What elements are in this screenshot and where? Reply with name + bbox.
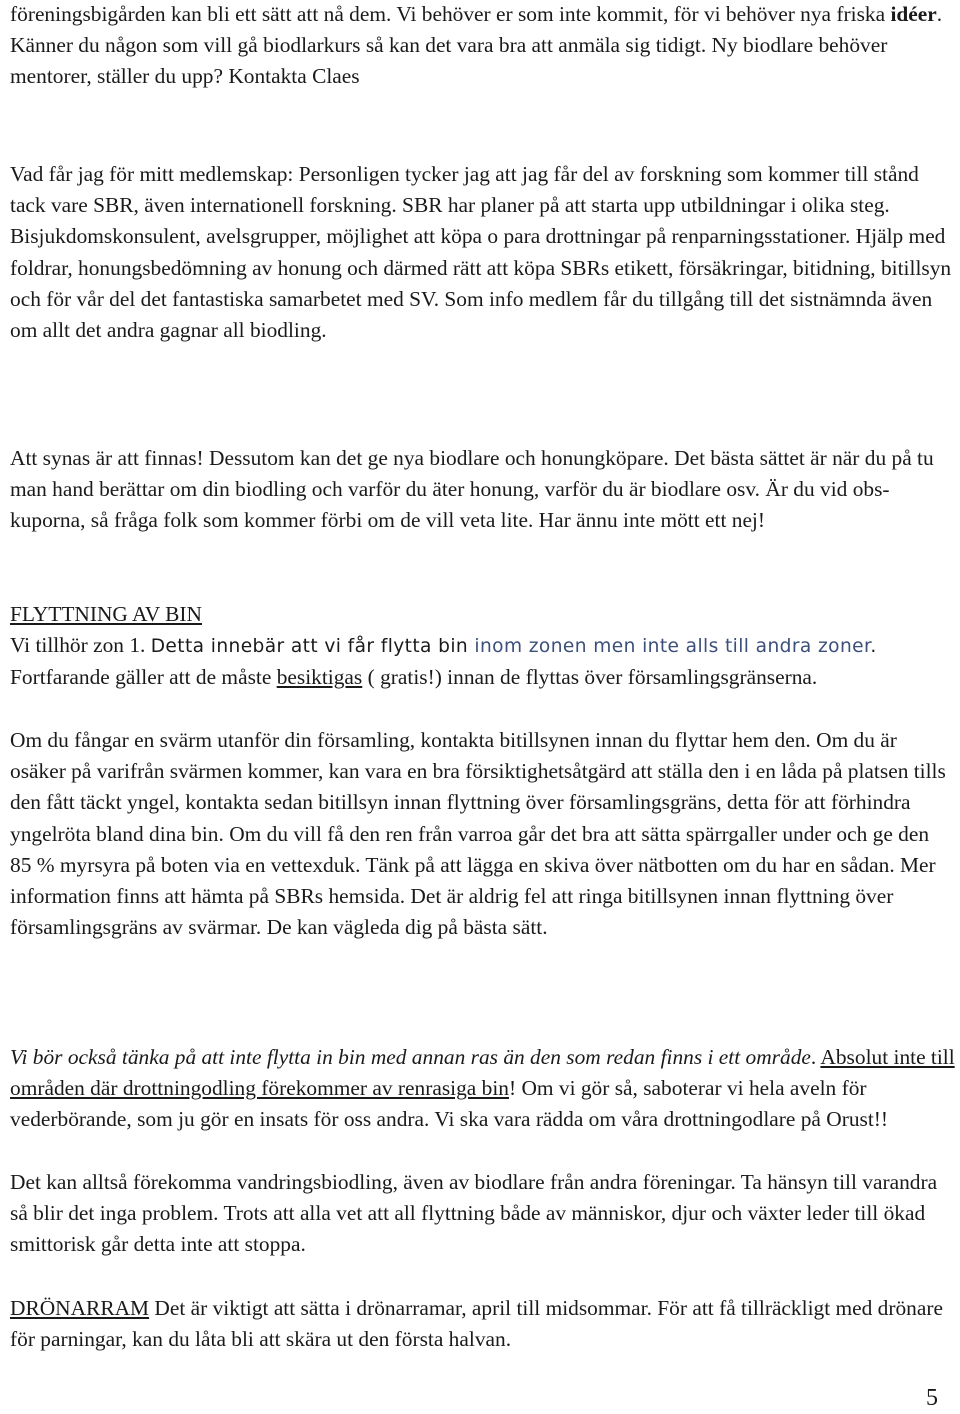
moving-section (10, 599, 955, 694)
intro-paragraph (10, 0, 955, 93)
intro-text-1: föreningsbigården kan bli ett sätt att nå dem. Vi behöver er som inte kommit, för vi behöver nya friska (10, 2, 891, 26)
drone-heading: DRÖNARRAM (10, 1296, 150, 1320)
breeds-rest: ! Om vi gör så, saboterar vi hela aveln för vederbörande, som ju gör en insats för oss andra. Vi ska vara rädda om våra drottningodlare på Orust!! (10, 1076, 889, 1132)
zone-text: Vi tillhör zon 1. (10, 633, 151, 658)
swarm-paragraph: Om du fångar en svärm utanför din församling, kontakta bitillsynen innan du flyttar hem den. Om du är osäker på varifrån svärmen kommer, kan vara en bra försiktighetsåtgärd att ställa den i en låda på platsen tills den fått täckt yngel, kontakta sedan bitillsyn innan flyttning över församlingsgräns, detta för att förhindra yngelröta bland dina bin. Om du vill få den ren från varroa går det bra att sätta spärrgaller under och ge den 85 % myrsyra på boten via en vettexduk. Tänk på att lägga en skiva över nätbotten om du har en sådan. Mer information finns att hämta på SBRs hemsida. Det är aldrig fel att ringa bitillsynen innan flyttning över församlingsgräns av svärmar. De kan vägleda dig på bästa sätt. (10, 728, 946, 940)
inspection-end: ( gratis!) innan de flyttas över församlingsgränserna. (362, 665, 818, 690)
visibility-paragraph: Att synas är att finnas! Dessutom kan det ge nya biodlare och honungköpare. Det bästa sättet är när du på tu man hand berättar om din biodling och varför du äter honung, varför du är biodlare osv. Är du vid obs-kuporna, så fråga folk som kommer förbi om de vill veta lite. Har ännu inte mött ett nej! (10, 446, 934, 533)
drone-text: Det är viktigt att sätta i drönarramar, april till midsommar. För att få tillräckligt med drönare för parningar, kan du låta bli att skära ut den första halvan. (10, 1296, 943, 1352)
zone-rule-highlight: inom zonen men inte alls till andra zoner (474, 636, 871, 658)
page-number: 5 (926, 1385, 938, 1411)
drone-paragraph (10, 1293, 955, 1355)
membership-paragraph: Vad får jag för mitt medlemskap: Personligen tycker jag att jag får del av forskning som kommer till stånd tack vare SBR, även internationell forskning. SBR har planer på att starta upp utbildningar i olika steg. Bisjukdomskonsulent, avelsgrupper, möjlighet att köpa o para drottningar på renparningsstationer. Hjälp med foldrar, honungsbedömning av honung och därmed rätt att köpa SBRs etikett, försäkringar, bitidning, bitillsyn och för vår del det fantastiska samarbetet med SV. Som info medlem får du tillgång till det sistnämnda även om allt det andra gagnar all biodling. (10, 162, 952, 343)
moving-heading: FLYTTNING AV BIN (10, 602, 202, 626)
inspection-text: Fortfarande gäller att de måste (10, 665, 277, 690)
breeds-after-italic: . (810, 1045, 821, 1069)
breeds-paragraph (10, 1042, 955, 1136)
intro-text-2: . Känner du någon som vill gå biodlarkurs så kan det vara bra att anmäla sig tidigt. Ny biodlare behöver mentorer, ställer du upp? Kontakta Claes (10, 2, 943, 89)
zone-rule-end: . (870, 636, 877, 658)
migratory-paragraph: Det kan alltså förekomma vandringsbiodling, även av biodlare från andra föreningar. Ta hänsyn till varandra så blir det inga problem. Trots att alla vet att all flyttning både av människor, djur och växter leder till ökad smittorisk går detta inte att stoppa. (10, 1170, 938, 1257)
intro-bold-word: idéer (890, 2, 937, 26)
breeds-underlined: Absolut inte till områden där drottningodling förekommer av renrasiga bin (10, 1045, 955, 1101)
zone-rule-text: Detta innebär att vi får flytta bin (150, 636, 475, 658)
breeds-italic: Vi bör också tänka på att inte flytta in bin med annan ras än den som redan finns i ett område (10, 1045, 811, 1069)
inspection-underlined: besiktigas (276, 665, 363, 690)
